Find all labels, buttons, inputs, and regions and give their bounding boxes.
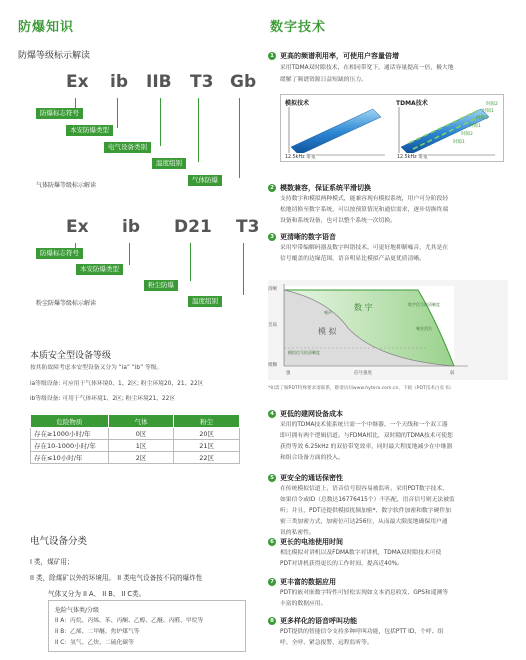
table-cell: 1区	[108, 440, 174, 452]
item-number: 8	[268, 617, 276, 625]
table-header: 气体	[108, 415, 174, 428]
class-title: 电气设备分类	[30, 536, 88, 547]
code1-tag: 本安防爆类型	[66, 125, 113, 136]
table-cell: 20区	[174, 428, 240, 440]
item-body: PDT对讲机获得更长的工作时间，提高近40%。	[280, 561, 403, 567]
gas-line: II A：丙烷、丙烯、苯、丙酮、乙醇、乙醚、丙醛、甲烷等	[55, 618, 204, 624]
item-title: 更清晰的数字语音	[280, 233, 336, 241]
code1-tag: 电气设备类别	[104, 142, 151, 153]
item-body: PDT提供的智能信令支持多种呼叫功能，包括PTT ID、个呼、组	[280, 629, 444, 635]
item-number: 4	[268, 410, 276, 418]
item-body: 信号覆盖的边缘范围，语音明显比模拟产品更优质清晰。	[280, 256, 425, 262]
safety-line: ib等级设备: 可用于气体环境1、2区; 粉尘环境21、22区	[30, 396, 176, 402]
item-body: 采用的TDMA技术使系统只需一个中继器、一个天线和一个双工器	[280, 422, 448, 428]
x-right: 弱	[450, 371, 455, 376]
code1-part: Gb	[230, 72, 257, 92]
item-body: 获得等效 6.25kHz 的双倍带宽效率，同时最大程度地减少在中继器	[280, 444, 453, 450]
class-line: 气体又分为 II A、 II B、 II C类。	[48, 590, 146, 598]
item-body: 支持数字和模拟两种模式，能兼容现有模拟系统，用户可分阶段轻	[280, 196, 449, 202]
item-title: 模数兼容，保证系统平滑切换	[280, 184, 371, 192]
code1	[66, 72, 276, 96]
class-line: II 类，除煤矿以外的环境用。 II 类电气设备按不同的爆炸性	[30, 574, 203, 582]
item-title: 更丰富的数据应用	[280, 578, 336, 586]
section-title-digital: 数字技术	[270, 20, 327, 35]
code2-caption: 粉尘防爆等级标示解读	[36, 300, 97, 307]
x-left: 强	[286, 371, 291, 376]
code2-part: T3	[236, 217, 260, 237]
table-header: 粉尘	[174, 415, 240, 428]
table-cell: 22区	[174, 452, 240, 464]
item-body: 呼、全呼、紧急报警、远程监听等。	[280, 640, 373, 646]
code2-tag: 防爆标志符号	[36, 248, 83, 259]
item-title: 更安全的通话保密性	[280, 474, 343, 482]
item-body: 密三类加密方式，加密位可达256位，从而最大限度地确保用户通	[280, 519, 448, 525]
item-title: 更低的建网设备成本	[280, 410, 343, 418]
analog-bandwidth: 12.5kHz 带宽	[285, 155, 316, 160]
item-body: 在传统模拟信道上，语音信号很容易被监听。采用PDT数字技术，	[280, 486, 449, 492]
table-row	[31, 440, 240, 452]
slot-label: 时隙2	[476, 116, 488, 121]
quality-diagram	[268, 280, 508, 380]
code2-part: D21	[174, 217, 212, 237]
item-body: 如果信令或ID（总数达16776415个）不匹配，语音信号则无法被监	[280, 497, 455, 503]
section-title-explosion: 防爆知识	[18, 20, 75, 35]
hazard-table	[30, 414, 240, 464]
item-number: 2	[268, 184, 276, 192]
bandwidth-diagram	[280, 94, 504, 162]
table-row	[31, 452, 240, 464]
table-cell: 0区	[108, 428, 174, 440]
code1-tag: 温度组别	[152, 158, 186, 169]
item-body: 丰富的数据应用。	[280, 601, 327, 607]
gas-line: II B：乙烯、二甲醚、焦炉煤气等	[55, 629, 140, 635]
y-mid: 音质	[268, 323, 277, 328]
table-cell: 存在≥1000小时/年	[31, 428, 109, 440]
note-analog: 模拟信号的清晰度	[288, 350, 320, 355]
note-digital: 数字信号的清晰度	[408, 302, 440, 307]
slot-label: 时隙1	[469, 124, 481, 129]
note-noise-gone: 噪音消失	[416, 326, 432, 331]
code1-part: IIB	[146, 72, 172, 92]
item-title: 更高的频谱利用率，可使用户容量倍增	[280, 52, 399, 60]
table-cell: 存在≤10小时/年	[31, 452, 109, 464]
item-body: 采用TDMA双时隙技术，在相同带宽下，通话容量提高一倍，极大地	[280, 65, 454, 71]
table-row	[31, 428, 240, 440]
slot-label: 时隙1	[482, 109, 494, 114]
gas-box-title: 危险气体类/分级	[55, 607, 100, 614]
safety-line: ia等级设备: 可应用于气体环境0、1、2区; 粉尘环境20、21、22区	[30, 381, 204, 387]
item-body: 相比模拟对讲机以及FDMA数字对讲机，TDMA双时隙技术可使	[280, 550, 442, 556]
item-body: PDT的嵌对嵌数字特性可轻松实现如文本消息收发、GPS和遥测等	[280, 590, 449, 596]
code1-tag: 气体防爆	[188, 175, 222, 186]
code1-part: ib	[110, 72, 128, 92]
code1-tag: 防爆标志符号	[36, 108, 83, 119]
tdma-label: TDMA技术	[396, 100, 428, 107]
item-body: 缓解了频谱资源日益短缺的压力。	[280, 77, 367, 83]
y-top: 清晰	[268, 287, 277, 292]
item-body: 听；并且，PDT还提供模拟扰频加密*、数字软件加密和数字硬件加	[280, 508, 451, 514]
item-title: 更长的电池使用时间	[280, 538, 343, 546]
analog-label: 模拟技术	[285, 100, 310, 107]
item-title: 更多样化的语音呼叫功能	[280, 617, 357, 625]
item-body: 采用窄带编解码器及数字纠错技术，可更好地抑制噪音，尤其是在	[280, 245, 449, 251]
gas-box	[48, 600, 246, 652]
gas-line: II C：氢气、乙炔、二硫化碳等	[55, 640, 134, 646]
code1-part: T3	[190, 72, 214, 92]
item-body: 和组合设备方面的投入。	[280, 455, 344, 461]
item-number: 7	[268, 578, 276, 586]
table-cell: 存在10-1000小时/年	[31, 440, 109, 452]
footnote: *如需了解PDT特殊要求请联系，敬请访问www.hytera.com.cn，下载《PDT技术白皮书》	[268, 386, 454, 391]
subtitle-rating: 防爆等级标示解读	[18, 51, 91, 61]
item-number: 3	[268, 233, 276, 241]
digital-label: 数 字	[354, 303, 373, 312]
item-number: 5	[268, 474, 276, 482]
item-body: 松地切换至数字系统，可以按预算情况和通信需求，逐步切换终端	[280, 207, 449, 213]
code2-part: ib	[122, 217, 140, 237]
table-cell: 21区	[174, 440, 240, 452]
item-body: 设备和系统设备，也可以整个系统一次切换。	[280, 218, 396, 224]
quality-svg	[268, 280, 508, 380]
code2-part: Ex	[66, 217, 89, 237]
item-number: 1	[268, 52, 276, 60]
code2-tag: 本安防爆类型	[76, 264, 123, 275]
slot-label: 时隙1	[453, 140, 465, 145]
class-line: I 类，煤矿用；	[30, 558, 74, 566]
code1-caption: 气体防爆等级标示解读	[36, 182, 97, 189]
x-mid: 信号强度	[354, 371, 372, 376]
analog-label-2: 模 拟	[318, 327, 337, 336]
item-number: 6	[268, 538, 276, 546]
y-bot: 模糊	[268, 363, 277, 368]
note-noise: 噪声	[324, 310, 332, 315]
code2	[66, 217, 276, 241]
safety-title: 本质安全型设备等级	[30, 351, 112, 361]
code2-tag: 粉尘防爆	[144, 280, 178, 291]
tdma-bandwidth: 12.5kHz 带宽	[397, 155, 428, 160]
code2-tag: 温度组别	[188, 296, 222, 307]
table-header: 危险物质	[31, 415, 109, 428]
safety-line: 按其防故障考虑本安型设备又分为 “ia” “ib” 等级。	[30, 365, 163, 371]
table-cell: 2区	[108, 452, 174, 464]
slot-label: 时隙2	[461, 132, 473, 137]
item-body: 即可拥有两个逻辑信道。与FDMA相比，双时隙的TDMA技术可使您	[280, 433, 453, 439]
item-body: 讯的私密性。	[280, 530, 315, 536]
slot-label: 时隙2	[486, 102, 498, 107]
code1-part: Ex	[66, 72, 89, 92]
